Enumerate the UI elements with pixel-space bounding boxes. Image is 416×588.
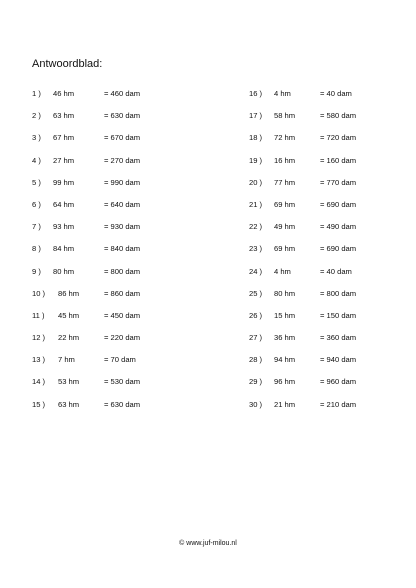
item-answer: = 690 dam [320, 199, 357, 209]
item-answer: = 40 dam [320, 266, 352, 276]
item-question: 69 hm [274, 244, 296, 254]
item-question: 96 hm [274, 377, 296, 387]
item-answer: = 940 dam [320, 355, 357, 365]
item-question: 77 hm [274, 177, 296, 187]
item-answer: = 630 dam [104, 399, 141, 409]
item-question: 58 hm [274, 111, 296, 121]
item-question: 36 hm [274, 333, 296, 343]
item-question: 93 hm [53, 222, 75, 232]
item-number: 4 ) [32, 155, 41, 165]
item-number: 30 ) [249, 399, 263, 409]
item-question: 53 hm [58, 377, 80, 387]
item-answer: = 800 dam [320, 288, 357, 298]
item-number: 22 ) [249, 222, 263, 232]
item-number: 21 ) [249, 199, 263, 209]
item-answer: = 210 dam [320, 399, 357, 409]
item-question: 45 hm [58, 310, 80, 320]
item-number: 9 ) [32, 266, 41, 276]
item-question: 7 hm [58, 355, 75, 365]
item-answer: = 990 dam [104, 177, 141, 187]
item-answer: = 150 dam [320, 310, 357, 320]
item-question: 4 hm [274, 266, 291, 276]
item-answer: = 220 dam [104, 333, 141, 343]
item-question: 4 hm [274, 89, 291, 98]
item-answer: = 530 dam [104, 377, 141, 387]
item-question: 16 hm [274, 155, 296, 165]
item-question: 15 hm [274, 310, 296, 320]
item-number: 26 ) [249, 310, 263, 320]
item-number: 28 ) [249, 355, 263, 365]
item-number: 16 ) [249, 89, 263, 98]
item-answer: = 70 dam [104, 355, 136, 365]
item-number: 11 ) [32, 310, 45, 320]
page-title: Antwoordblad: [32, 58, 103, 70]
footer-copyright: © www.juf-milou.nl [179, 540, 237, 547]
item-number: 18 ) [249, 133, 263, 143]
item-number: 27 ) [249, 333, 263, 343]
item-number: 3 ) [32, 133, 41, 143]
item-answer: = 770 dam [320, 177, 357, 187]
item-number: 19 ) [249, 155, 263, 165]
item-number: 8 ) [32, 244, 41, 254]
item-question: 99 hm [53, 177, 75, 187]
item-number: 24 ) [249, 266, 263, 276]
item-answer: = 460 dam [104, 89, 141, 98]
item-answer: = 800 dam [104, 266, 141, 276]
item-question: 63 hm [53, 111, 75, 121]
item-question: 94 hm [274, 355, 296, 365]
item-number: 1 ) [32, 89, 41, 98]
item-question: 49 hm [274, 222, 296, 232]
item-answer: = 930 dam [104, 222, 141, 232]
item-answer: = 160 dam [320, 155, 357, 165]
item-number: 7 ) [32, 222, 41, 232]
item-answer: = 670 dam [104, 133, 141, 143]
item-question: 22 hm [58, 333, 80, 343]
item-answer: = 360 dam [320, 333, 357, 343]
item-question: 80 hm [53, 266, 75, 276]
item-number: 15 ) [32, 399, 46, 409]
item-question: 67 hm [53, 133, 75, 143]
item-number: 14 ) [32, 377, 46, 387]
item-question: 69 hm [274, 199, 296, 209]
item-number: 20 ) [249, 177, 263, 187]
item-answer: = 270 dam [104, 155, 141, 165]
item-question: 27 hm [53, 155, 75, 165]
item-question: 64 hm [53, 199, 75, 209]
item-answer: = 960 dam [320, 377, 357, 387]
item-question: 86 hm [58, 288, 80, 298]
item-number: 2 ) [32, 111, 41, 121]
item-number: 29 ) [249, 377, 263, 387]
item-question: 63 hm [58, 399, 80, 409]
item-question: 46 hm [53, 89, 75, 98]
item-number: 6 ) [32, 199, 41, 209]
item-number: 17 ) [249, 111, 263, 121]
item-answer: = 490 dam [320, 222, 357, 232]
item-question: 84 hm [53, 244, 75, 254]
item-answer: = 580 dam [320, 111, 357, 121]
item-question: 21 hm [274, 399, 296, 409]
item-answer: = 720 dam [320, 133, 357, 143]
item-answer: = 630 dam [104, 111, 141, 121]
item-answer: = 860 dam [104, 288, 141, 298]
item-number: 13 ) [32, 355, 46, 365]
item-number: 23 ) [249, 244, 263, 254]
item-answer: = 40 dam [320, 89, 352, 98]
item-answer: = 690 dam [320, 244, 357, 254]
item-number: 25 ) [249, 288, 263, 298]
item-answer: = 450 dam [104, 310, 141, 320]
item-question: 80 hm [274, 288, 296, 298]
item-number: 12 ) [32, 333, 46, 343]
item-question: 72 hm [274, 133, 296, 143]
item-number: 5 ) [32, 177, 41, 187]
item-number: 10 ) [32, 288, 46, 298]
item-answer: = 840 dam [104, 244, 141, 254]
item-answer: = 640 dam [104, 199, 141, 209]
